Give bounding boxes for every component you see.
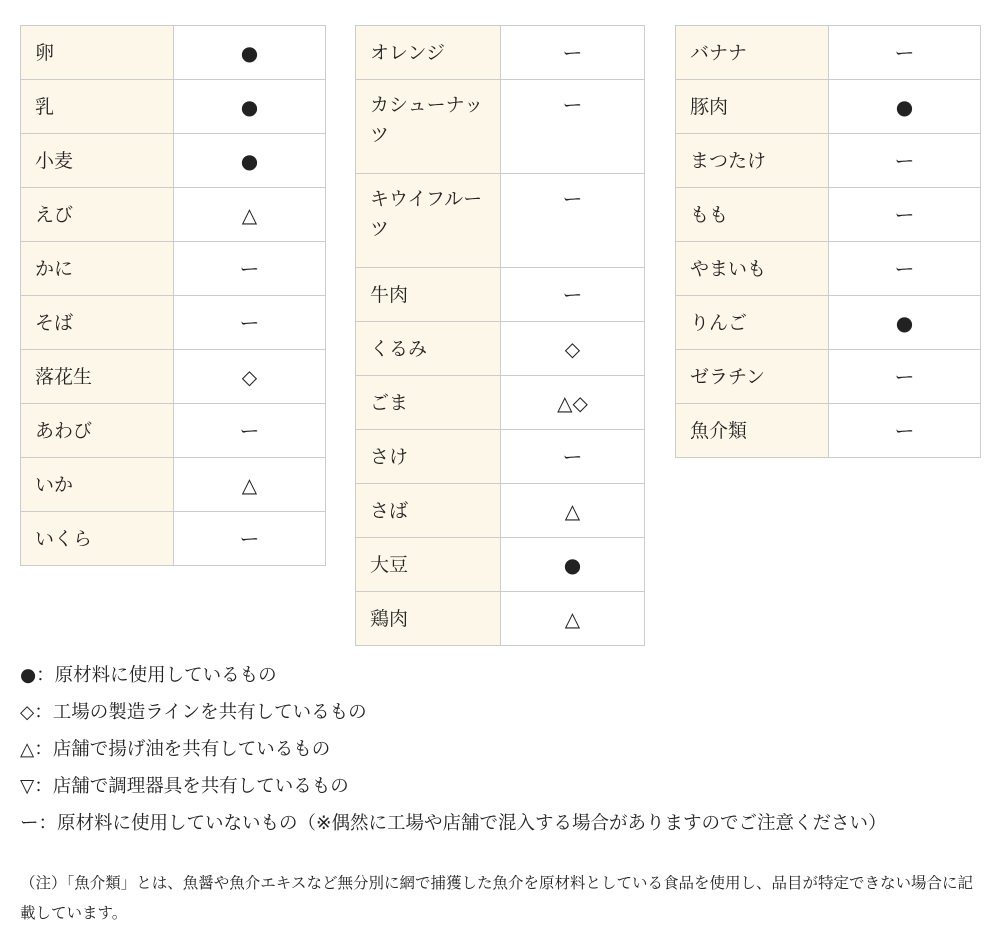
table-row (356, 376, 645, 430)
table-row (21, 458, 326, 512)
allergen-mark: ー (174, 242, 326, 296)
allergen-name: かに (21, 242, 174, 296)
allergen-table-1 (20, 25, 326, 566)
allergen-name: 乳 (21, 80, 174, 134)
allergen-name: 大豆 (356, 538, 501, 592)
allergen-mark: ● (501, 538, 645, 592)
table-row (356, 80, 645, 174)
allergen-mark: ● (174, 26, 326, 80)
table-row (21, 188, 326, 242)
allergen-name: えび (21, 188, 174, 242)
allergen-name: いくら (21, 512, 174, 566)
allergen-name: まつたけ (676, 134, 829, 188)
table-row (676, 242, 981, 296)
allergen-mark: ー (501, 26, 645, 80)
table-row (676, 296, 981, 350)
allergen-mark: ー (501, 80, 645, 174)
allergen-mark: ー (829, 134, 981, 188)
allergen-mark: ◇ (501, 322, 645, 376)
table-row (356, 26, 645, 80)
allergen-mark: △ (174, 188, 326, 242)
allergen-mark: ー (501, 268, 645, 322)
legend-item-shared-factory-line: ◇：工場の製造ラインを共有しているもの (20, 702, 367, 723)
table-row (676, 134, 981, 188)
allergen-mark: ー (829, 242, 981, 296)
allergen-name: もも (676, 188, 829, 242)
table-row (21, 296, 326, 350)
legend (20, 661, 887, 846)
allergen-name: さば (356, 484, 501, 538)
allergen-name: 牛肉 (356, 268, 501, 322)
table-row (356, 322, 645, 376)
table-row (21, 404, 326, 458)
allergen-name: オレンジ (356, 26, 501, 80)
allergen-name: 魚介類 (676, 404, 829, 458)
table-row (21, 350, 326, 404)
footnote: （注）「魚介類」とは、魚醤や魚介エキスなど無分別に網で捕獲した魚介を原材料としている食品を使用し、品目が特定できない場合に記載しています。 (20, 874, 973, 922)
table-row (21, 512, 326, 566)
table-row (676, 26, 981, 80)
table-row (356, 430, 645, 484)
legend-item-used: ●：原材料に使用しているもの (20, 665, 277, 686)
legend-item-shared-fryer-oil: △：店舗で揚げ油を共有しているもの (20, 739, 331, 760)
allergen-table-3 (675, 25, 981, 458)
allergen-mark: ー (174, 512, 326, 566)
allergen-name: やまいも (676, 242, 829, 296)
table-row (356, 268, 645, 322)
allergen-name: りんご (676, 296, 829, 350)
allergen-mark: ー (501, 174, 645, 268)
allergen-mark: ● (174, 134, 326, 188)
allergen-mark: △◇ (501, 376, 645, 430)
allergen-mark: ー (174, 296, 326, 350)
allergen-mark: ● (829, 296, 981, 350)
allergen-name: あわび (21, 404, 174, 458)
allergen-name: バナナ (676, 26, 829, 80)
allergen-mark: ● (829, 80, 981, 134)
table-row (356, 538, 645, 592)
table-row (21, 26, 326, 80)
allergen-name: 小麦 (21, 134, 174, 188)
table-row (676, 350, 981, 404)
table-row (356, 592, 645, 646)
allergen-name: 鶏肉 (356, 592, 501, 646)
allergen-name: くるみ (356, 322, 501, 376)
allergen-mark: ー (829, 350, 981, 404)
allergen-name: いか (21, 458, 174, 512)
allergen-name: ゼラチン (676, 350, 829, 404)
table-row (676, 80, 981, 134)
allergen-table-2 (355, 25, 645, 646)
allergen-name: ごま (356, 376, 501, 430)
allergen-name: カシューナッツ (356, 80, 501, 174)
allergen-mark: ー (501, 430, 645, 484)
allergen-mark: △ (501, 592, 645, 646)
table-row (21, 134, 326, 188)
allergen-name: 豚肉 (676, 80, 829, 134)
allergen-name: 卵 (21, 26, 174, 80)
allergen-name: 落花生 (21, 350, 174, 404)
table-row (21, 242, 326, 296)
allergen-mark: △ (501, 484, 645, 538)
table-row (356, 484, 645, 538)
allergen-mark: ー (829, 26, 981, 80)
allergen-name: さけ (356, 430, 501, 484)
allergen-mark: ◇ (174, 350, 326, 404)
allergen-name: キウイフルーツ (356, 174, 501, 268)
table-row (21, 80, 326, 134)
legend-item-not-used: ー：原材料に使用していないもの（※偶然に工場や店舗で混入する場合がありますのでご注意ください） (20, 813, 887, 834)
allergen-name: そば (21, 296, 174, 350)
table-row (676, 188, 981, 242)
allergen-mark: ー (174, 404, 326, 458)
table-row (356, 174, 645, 268)
allergen-mark: ー (829, 188, 981, 242)
legend-item-shared-utensils: ▽：店舗で調理器具を共有しているもの (20, 776, 349, 797)
allergen-mark: ー (829, 404, 981, 458)
allergen-mark: ● (174, 80, 326, 134)
allergen-mark: △ (174, 458, 326, 512)
table-row (676, 404, 981, 458)
